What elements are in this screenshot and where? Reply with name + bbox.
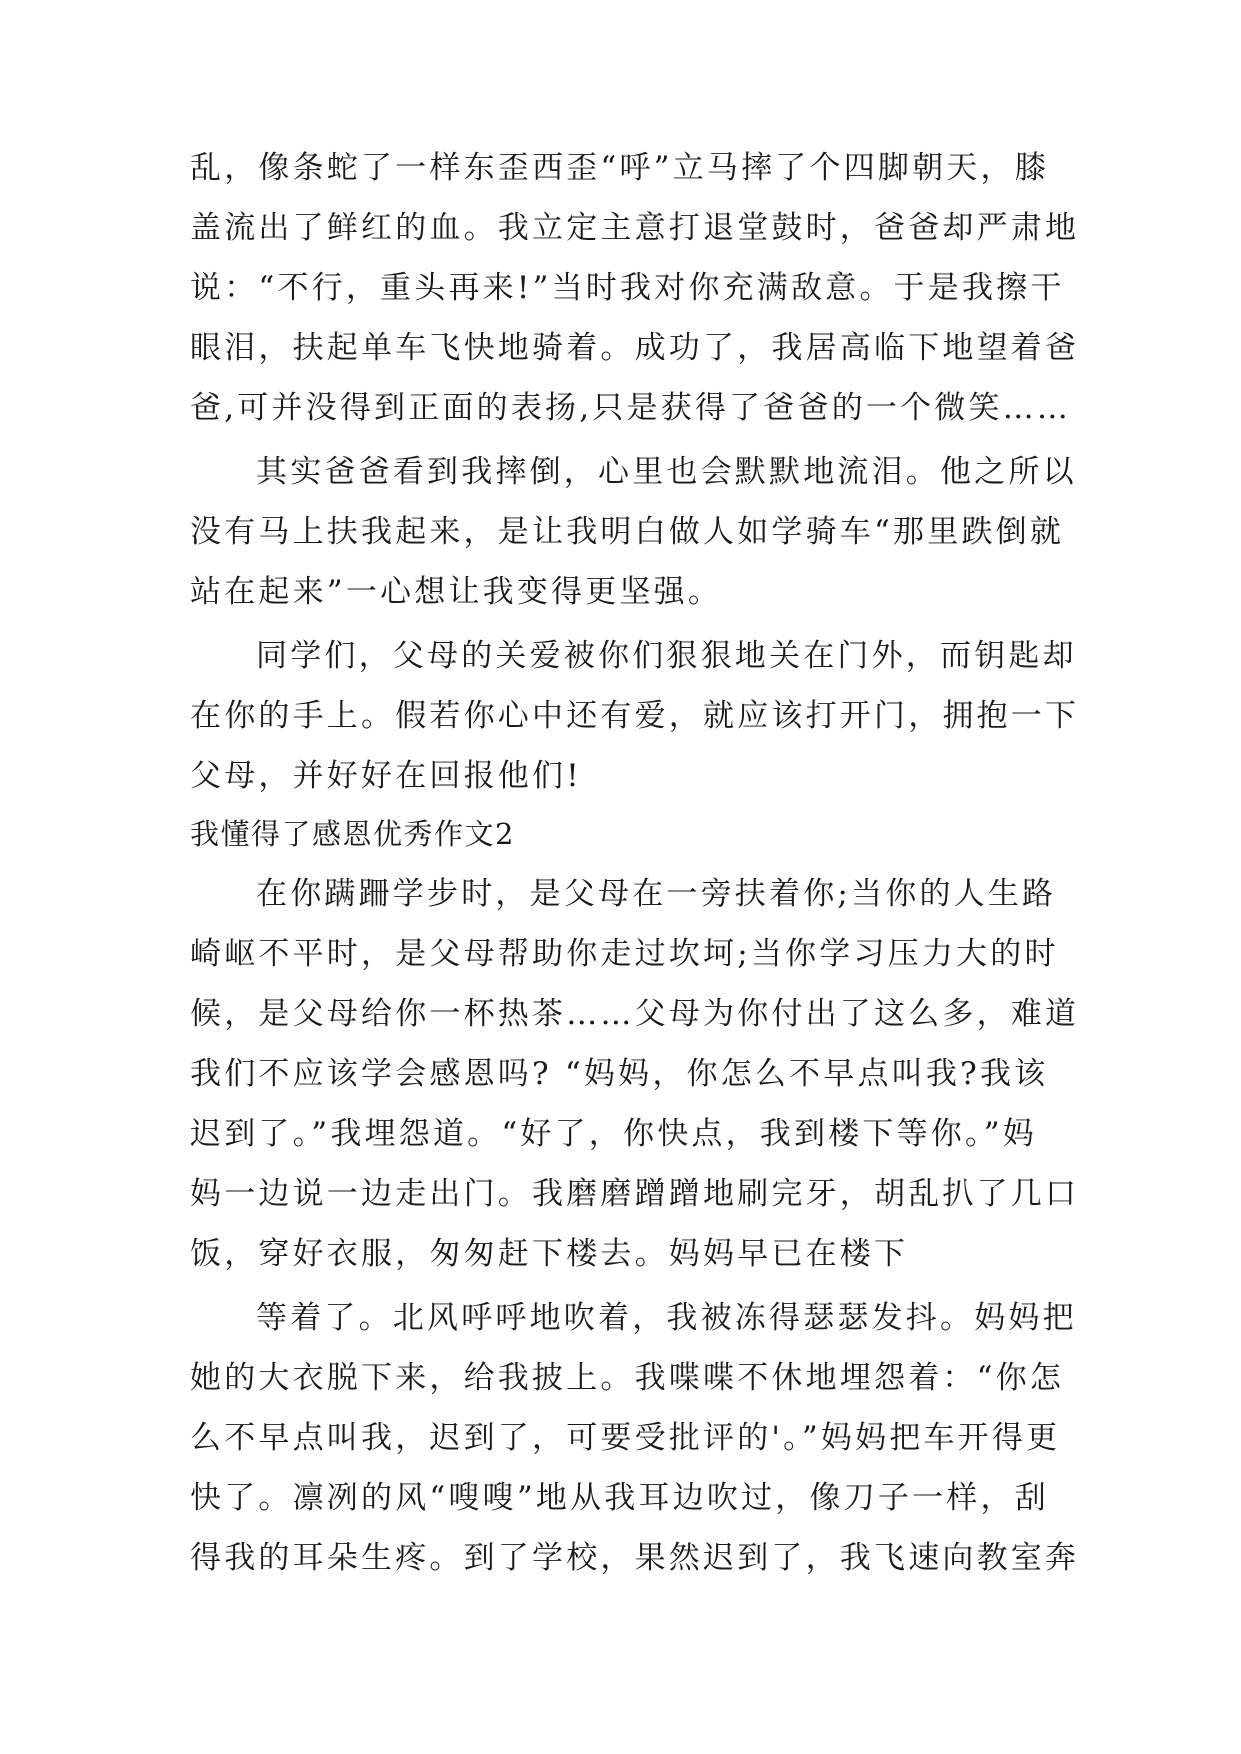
paragraph-2-line-2: 没有马上扶我起来，是让我明白做人如学骑车“那里跌倒就 — [190, 514, 1065, 550]
paragraph-3-line-1: 同学们，父母的关爱被你们狠狠地关在门外，而钥匙却 — [256, 638, 1077, 674]
paragraph-5-line-1: 等着了。北风呼呼地吹着，我被冻得瑟瑟发抖。妈妈把 — [256, 1300, 1077, 1336]
paragraph-4-line-4: 我们不应该学会感恩吗? “妈妈，你怎么不早点叫我?我该 — [190, 1056, 1049, 1092]
paragraph-1-line-3: 说：“不行，重头再来!”当时我对你充满敌意。于是我擦干 — [190, 270, 1065, 306]
paragraph-1-line-5: 爸,可并没得到正面的表扬,只是获得了爸爸的一个微笑…… — [190, 390, 1072, 426]
paragraph-4-line-3: 候，是父母给你一杯热茶……父母为你付出了这么多，难道 — [190, 996, 1080, 1032]
paragraph-3-line-3: 父母，并好好在回报他们! — [190, 758, 582, 794]
paragraph-5-line-5: 得我的耳朵生疼。到了学校，果然迟到了，我飞速向教室奔 — [190, 1540, 1080, 1576]
paragraph-2-line-3: 站在起来”一心想让我变得更坚强。 — [190, 574, 723, 610]
paragraph-4-line-5: 迟到了。”我埋怨道。“好了，你快点，我到楼下等你。”妈 — [190, 1116, 1037, 1152]
paragraph-4-line-6: 妈一边说一边走出门。我磨磨蹭蹭地刷完牙，胡乱扒了几口 — [190, 1176, 1080, 1212]
paragraph-5-line-2: 她的大衣脱下来，给我披上。我喋喋不休地埋怨着：“你怎 — [190, 1360, 1065, 1396]
paragraph-5-line-3: 么不早点叫我，迟到了，可要受批评的'。”妈妈把车开得更 — [190, 1420, 1061, 1456]
paragraph-1-line-2: 盖流出了鲜红的血。我立定主意打退堂鼓时，爸爸却严肃地 — [190, 210, 1080, 246]
paragraph-4-line-2: 崎岖不平时，是父母帮助你走过坎坷;当你学习压力大的时 — [190, 936, 1059, 972]
paragraph-5-line-4: 快了。凛冽的风“嗖嗖”地从我耳边吹过，像刀子一样，刮 — [190, 1480, 1049, 1516]
essay-heading: 我懂得了感恩优秀作文2 — [190, 817, 515, 851]
paragraph-1-line-1: 乱，像条蛇了一样东歪西歪“呼”立马摔了个四脚朝天，膝 — [190, 150, 1049, 186]
paragraph-1-line-4: 眼泪，扶起单车飞快地骑着。成功了，我居高临下地望着爸 — [190, 330, 1080, 366]
paragraph-4-line-7: 饭，穿好衣服，匆匆赶下楼去。妈妈早已在楼下 — [190, 1236, 909, 1272]
paragraph-2-line-1: 其实爸爸看到我摔倒，心里也会默默地流泪。他之所以 — [256, 454, 1077, 490]
paragraph-3-line-2: 在你的手上。假若你心中还有爱，就应该打开门，拥抱一下 — [190, 698, 1080, 734]
paragraph-4-line-1: 在你蹒跚学步时，是父母在一旁扶着你;当你的人生路 — [256, 876, 1057, 912]
